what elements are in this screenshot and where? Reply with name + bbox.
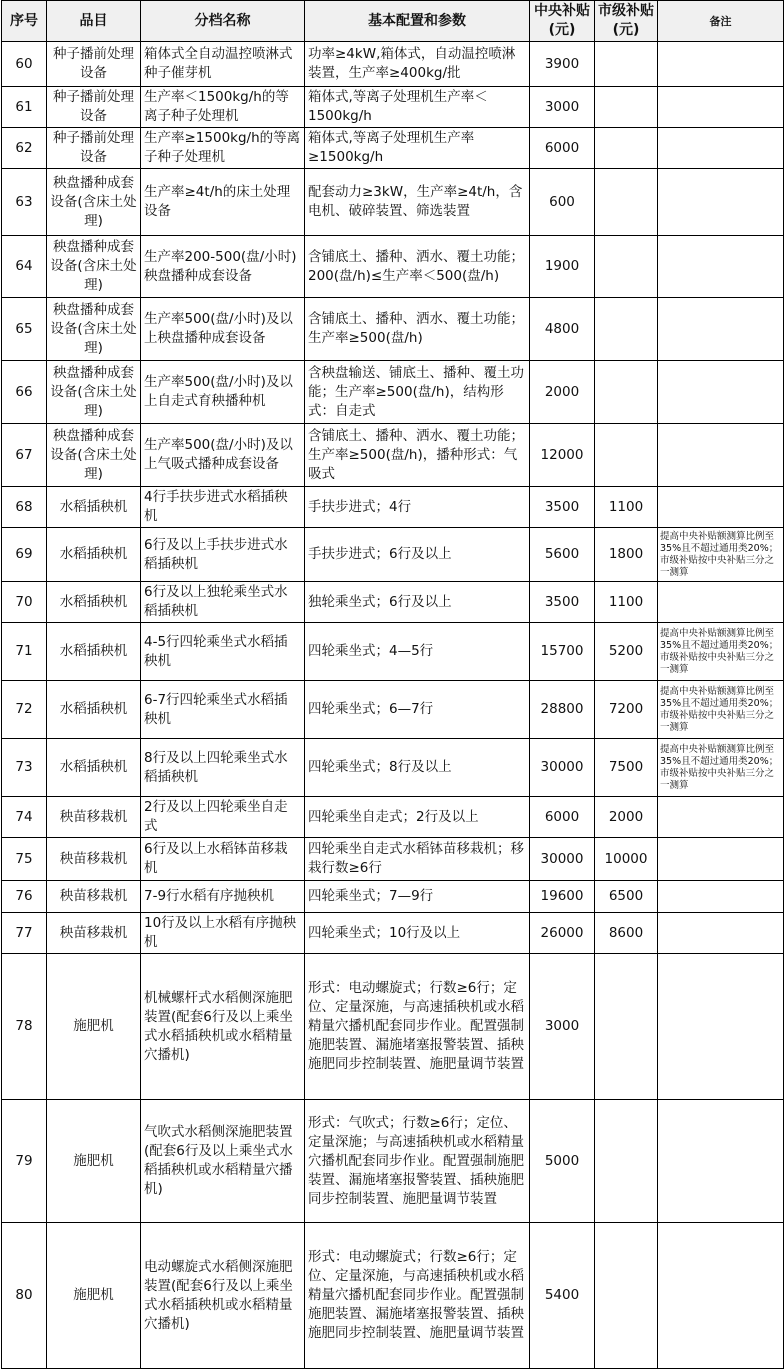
row-config: 独轮乘坐式；6行及以上 xyxy=(305,582,530,623)
row-no: 67 xyxy=(2,424,47,487)
row-central-subsidy: 19600 xyxy=(530,881,595,913)
row-config: 手扶步进式；4行 xyxy=(305,487,530,528)
row-grade: 生产率200-500(盘/小时)秧盘播种成套设备 xyxy=(141,236,305,298)
row-city-subsidy xyxy=(595,1223,658,1369)
row-config: 四轮乘坐自走式；2行及以上 xyxy=(305,797,530,838)
row-remark: 提高中央补贴额测算比例至35%且不超过通用类20%；市级补贴按中央补贴三分之一测算 xyxy=(658,681,784,739)
row-central-subsidy: 3000 xyxy=(530,87,595,128)
row-remark: 提高中央补贴额测算比例至35%且不超过通用类20%；市级补贴按中央补贴三分之一测算 xyxy=(658,623,784,681)
row-grade: 生产率500(盘/小时)及以上自走式育秧播种机 xyxy=(141,361,305,424)
row-grade: 2行及以上四轮乘坐自走式 xyxy=(141,797,305,838)
row-item: 种子播前处理设备 xyxy=(47,42,141,87)
row-central-subsidy: 12000 xyxy=(530,424,595,487)
row-config: 四轮乘坐式；8行及以上 xyxy=(305,739,530,797)
row-no: 78 xyxy=(2,954,47,1100)
row-item: 施肥机 xyxy=(47,1223,141,1369)
row-item: 秧苗移栽机 xyxy=(47,797,141,838)
row-central-subsidy: 3500 xyxy=(530,582,595,623)
row-grade: 6行及以上独轮乘坐式水稻插秧机 xyxy=(141,582,305,623)
row-grade: 4行手扶步进式水稻插秧机 xyxy=(141,487,305,528)
row-central-subsidy: 3500 xyxy=(530,487,595,528)
row-city-subsidy xyxy=(595,361,658,424)
row-remark xyxy=(658,838,784,881)
row-config: 含铺底土、播种、洒水、覆土功能；生产率≥500(盘/h)，播种形式：气吸式 xyxy=(305,424,530,487)
table-row xyxy=(2,954,784,1100)
row-remark xyxy=(658,236,784,298)
table-row xyxy=(2,739,784,797)
row-city-subsidy: 8600 xyxy=(595,913,658,954)
row-config: 箱体式,等离子处理机生产率≥1500kg/h xyxy=(305,128,530,169)
row-central-subsidy: 5600 xyxy=(530,528,595,582)
row-no: 63 xyxy=(2,169,47,236)
row-remark xyxy=(658,424,784,487)
header-grade: 分档名称 xyxy=(141,1,305,42)
table-body xyxy=(2,42,784,1369)
row-item: 种子播前处理设备 xyxy=(47,87,141,128)
row-no: 61 xyxy=(2,87,47,128)
row-config: 四轮乘坐自走式水稻钵苗移栽机；移栽行数≥6行 xyxy=(305,838,530,881)
row-item: 水稻插秧机 xyxy=(47,739,141,797)
table-row xyxy=(2,797,784,838)
row-item: 秧盘播种成套设备(含床土处理) xyxy=(47,424,141,487)
row-central-subsidy: 600 xyxy=(530,169,595,236)
row-central-subsidy: 1900 xyxy=(530,236,595,298)
row-remark xyxy=(658,42,784,87)
row-remark xyxy=(658,361,784,424)
row-city-subsidy: 1100 xyxy=(595,582,658,623)
row-city-subsidy: 1800 xyxy=(595,528,658,582)
row-city-subsidy xyxy=(595,1100,658,1223)
row-central-subsidy: 6000 xyxy=(530,128,595,169)
row-grade: 6行及以上手扶步进式水稻插秧机 xyxy=(141,528,305,582)
row-config: 四轮乘坐式；7—9行 xyxy=(305,881,530,913)
row-remark xyxy=(658,797,784,838)
row-no: 62 xyxy=(2,128,47,169)
row-config: 形式：电动螺旋式；行数≥6行；定位、定量深施，与高速插秧机或水稻精量穴播机配套同步作业。配置强制施肥装置、漏施堵塞报警装置、插秧施肥同步控制装置、施肥量调节装置 xyxy=(305,954,530,1100)
row-config: 功率≥4kW,箱体式，自动温控喷淋装置，生产率≥400kg/批 xyxy=(305,42,530,87)
row-item: 水稻插秧机 xyxy=(47,582,141,623)
row-remark xyxy=(658,298,784,361)
table-row xyxy=(2,838,784,881)
table-row xyxy=(2,623,784,681)
row-item: 水稻插秧机 xyxy=(47,623,141,681)
row-city-subsidy: 7500 xyxy=(595,739,658,797)
header-central: 中央补贴(元) xyxy=(530,1,595,42)
row-no: 74 xyxy=(2,797,47,838)
row-config: 四轮乘坐式；10行及以上 xyxy=(305,913,530,954)
row-central-subsidy: 3900 xyxy=(530,42,595,87)
row-grade: 4-5行四轮乘坐式水稻插秧机 xyxy=(141,623,305,681)
row-central-subsidy: 30000 xyxy=(530,739,595,797)
row-config: 四轮乘坐式；4—5行 xyxy=(305,623,530,681)
row-central-subsidy: 5400 xyxy=(530,1223,595,1369)
table-row xyxy=(2,881,784,913)
row-remark xyxy=(658,881,784,913)
header-config: 基本配置和参数 xyxy=(305,1,530,42)
row-item: 秧盘播种成套设备(含床土处理) xyxy=(47,298,141,361)
row-remark xyxy=(658,1223,784,1369)
row-config: 形式：气吹式；行数≥6行；定位、定量深施；与高速插秧机或水稻精量穴播机配套同步作业。配置强制施肥装置、漏施堵塞报警装置、插秧施肥同步控制装置、施肥量调节装置 xyxy=(305,1100,530,1223)
row-grade: 箱体式全自动温控喷淋式种子催芽机 xyxy=(141,42,305,87)
subsidy-table xyxy=(1,0,784,1369)
table-row xyxy=(2,681,784,739)
row-item: 秧苗移栽机 xyxy=(47,838,141,881)
row-remark xyxy=(658,487,784,528)
row-grade: 生产率≥1500kg/h的等离子种子处理机 xyxy=(141,128,305,169)
row-item: 秧苗移栽机 xyxy=(47,913,141,954)
row-grade: 6-7行四轮乘坐式水稻插秧机 xyxy=(141,681,305,739)
row-no: 77 xyxy=(2,913,47,954)
row-config: 含铺底土、播种、洒水、覆土功能；生产率≥500(盘/h) xyxy=(305,298,530,361)
row-remark xyxy=(658,169,784,236)
row-city-subsidy: 2000 xyxy=(595,797,658,838)
row-city-subsidy: 10000 xyxy=(595,838,658,881)
row-remark xyxy=(658,87,784,128)
row-central-subsidy: 5000 xyxy=(530,1100,595,1223)
table-row xyxy=(2,487,784,528)
row-city-subsidy: 1100 xyxy=(595,487,658,528)
row-grade: 生产率＜1500kg/h的等离子种子处理机 xyxy=(141,87,305,128)
row-item: 种子播前处理设备 xyxy=(47,128,141,169)
row-central-subsidy: 30000 xyxy=(530,838,595,881)
row-item: 秧盘播种成套设备(含床土处理) xyxy=(47,236,141,298)
row-config: 含秧盘输送、铺底土、播种、覆土功能；生产率≥500(盘/h)，结构形式：自走式 xyxy=(305,361,530,424)
row-no: 68 xyxy=(2,487,47,528)
row-config: 配套动力≥3kW，生产率≥4t/h，含电机、破碎装置、筛选装置 xyxy=(305,169,530,236)
row-no: 73 xyxy=(2,739,47,797)
table-row xyxy=(2,169,784,236)
table-row xyxy=(2,424,784,487)
row-grade: 生产率≥4t/h的床土处理设备 xyxy=(141,169,305,236)
table-row xyxy=(2,1100,784,1223)
row-item: 水稻插秧机 xyxy=(47,528,141,582)
row-central-subsidy: 26000 xyxy=(530,913,595,954)
row-no: 60 xyxy=(2,42,47,87)
row-no: 71 xyxy=(2,623,47,681)
header-item: 品目 xyxy=(47,1,141,42)
row-city-subsidy xyxy=(595,298,658,361)
row-city-subsidy xyxy=(595,128,658,169)
row-central-subsidy: 6000 xyxy=(530,797,595,838)
table-row xyxy=(2,582,784,623)
row-item: 秧盘播种成套设备(含床土处理) xyxy=(47,361,141,424)
table-row xyxy=(2,913,784,954)
row-config: 形式：电动螺旋式；行数≥6行；定位、定量深施，与高速插秧机或水稻精量穴播机配套同步作业。配置强制施肥装置、漏施堵塞报警装置、插秧施肥同步控制装置、施肥量调节装置 xyxy=(305,1223,530,1369)
row-grade: 气吹式水稻侧深施肥装置(配套6行及以上乘坐式水稻插秧机或水稻精量穴播机) xyxy=(141,1100,305,1223)
table-row xyxy=(2,361,784,424)
row-no: 79 xyxy=(2,1100,47,1223)
row-grade: 电动螺旋式水稻侧深施肥装置(配套6行及以上乘坐式水稻插秧机或水稻精量穴播机) xyxy=(141,1223,305,1369)
row-item: 水稻插秧机 xyxy=(47,487,141,528)
row-grade: 生产率500(盘/小时)及以上秧盘播种成套设备 xyxy=(141,298,305,361)
row-city-subsidy: 7200 xyxy=(595,681,658,739)
row-no: 72 xyxy=(2,681,47,739)
row-grade: 生产率500(盘/小时)及以上气吸式播种成套设备 xyxy=(141,424,305,487)
table-header-row xyxy=(2,1,784,42)
row-item: 秧苗移栽机 xyxy=(47,881,141,913)
table-row xyxy=(2,42,784,87)
row-central-subsidy: 3000 xyxy=(530,954,595,1100)
row-city-subsidy: 5200 xyxy=(595,623,658,681)
header-no: 序号 xyxy=(2,1,47,42)
table-row xyxy=(2,1223,784,1369)
header-city: 市级补贴(元) xyxy=(595,1,658,42)
row-config: 手扶步进式；6行及以上 xyxy=(305,528,530,582)
row-config: 四轮乘坐式；6—7行 xyxy=(305,681,530,739)
row-central-subsidy: 28800 xyxy=(530,681,595,739)
table-row xyxy=(2,128,784,169)
row-city-subsidy xyxy=(595,236,658,298)
row-no: 66 xyxy=(2,361,47,424)
row-city-subsidy xyxy=(595,42,658,87)
row-city-subsidy: 6500 xyxy=(595,881,658,913)
row-city-subsidy xyxy=(595,87,658,128)
row-item: 施肥机 xyxy=(47,954,141,1100)
row-no: 80 xyxy=(2,1223,47,1369)
row-no: 65 xyxy=(2,298,47,361)
row-item: 施肥机 xyxy=(47,1100,141,1223)
row-city-subsidy xyxy=(595,954,658,1100)
table-row xyxy=(2,87,784,128)
row-remark: 提高中央补贴额测算比例至35%且不超过通用类20%；市级补贴按中央补贴三分之一测算 xyxy=(658,528,784,582)
row-city-subsidy xyxy=(595,424,658,487)
row-no: 70 xyxy=(2,582,47,623)
table-row xyxy=(2,236,784,298)
header-remark: 备注 xyxy=(658,1,784,42)
row-remark xyxy=(658,913,784,954)
row-item: 水稻插秧机 xyxy=(47,681,141,739)
row-grade: 8行及以上四轮乘坐式水稻插秧机 xyxy=(141,739,305,797)
row-no: 75 xyxy=(2,838,47,881)
row-config: 箱体式,等离子处理机生产率＜1500kg/h xyxy=(305,87,530,128)
row-central-subsidy: 4800 xyxy=(530,298,595,361)
row-grade: 7-9行水稻有序抛秧机 xyxy=(141,881,305,913)
row-remark xyxy=(658,954,784,1100)
row-remark xyxy=(658,582,784,623)
row-grade: 机械螺杆式水稻侧深施肥装置(配套6行及以上乘坐式水稻插秧机或水稻精量穴播机) xyxy=(141,954,305,1100)
row-config: 含铺底土、播种、洒水、覆土功能；200(盘/h)≤生产率＜500(盘/h) xyxy=(305,236,530,298)
table-row xyxy=(2,298,784,361)
row-no: 76 xyxy=(2,881,47,913)
row-grade: 6行及以上水稻钵苗移栽机 xyxy=(141,838,305,881)
row-remark: 提高中央补贴额测算比例至35%且不超过通用类20%；市级补贴按中央补贴三分之一测算 xyxy=(658,739,784,797)
row-central-subsidy: 2000 xyxy=(530,361,595,424)
row-city-subsidy xyxy=(595,169,658,236)
row-item: 秧盘播种成套设备(含床土处理) xyxy=(47,169,141,236)
row-central-subsidy: 15700 xyxy=(530,623,595,681)
row-remark xyxy=(658,1100,784,1223)
table-row xyxy=(2,528,784,582)
row-no: 69 xyxy=(2,528,47,582)
row-no: 64 xyxy=(2,236,47,298)
row-remark xyxy=(658,128,784,169)
row-grade: 10行及以上水稻有序抛秧机 xyxy=(141,913,305,954)
